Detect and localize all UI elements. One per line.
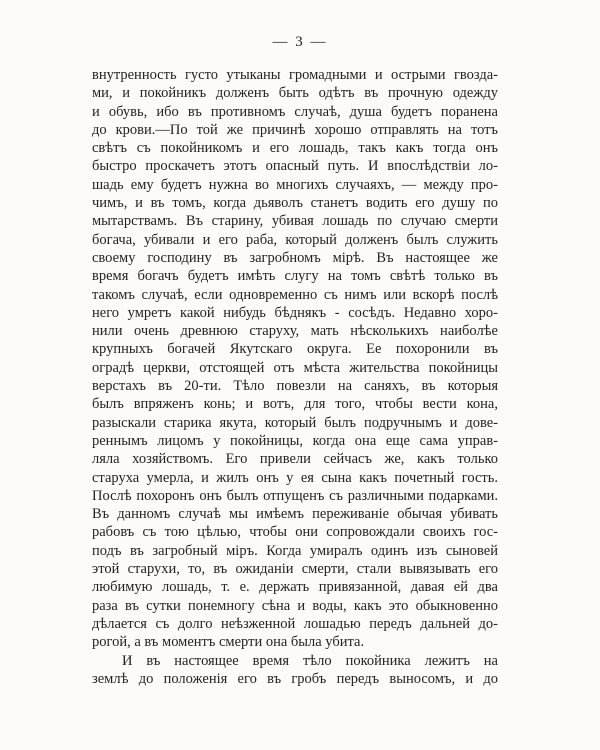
text-line: былъ впряженъ конь; и вотъ, для того, чтобы вести кона, xyxy=(92,396,498,413)
text-line: верстахъ въ 20-ти. Тѣло повезли на саняхъ, въ которыя xyxy=(92,378,498,395)
text-line: рабовъ съ тою цѣлью, чтобы они сопровождали своихъ гос- xyxy=(92,524,498,541)
text-line: мытарствамъ. Въ старину, убивая лошадь по случаю смерти xyxy=(92,213,498,230)
text-line: Послѣ похоронъ онъ былъ отпущенъ съ различными подарками. xyxy=(92,487,498,504)
paragraph-2 xyxy=(92,652,498,689)
text-line: такомъ случаѣ, если одновременно съ нимъ или вскорѣ послѣ xyxy=(92,286,498,303)
paragraph-1 xyxy=(92,66,498,652)
text-line: любимую лошадь, т. е. держать привязанной, давая ей два xyxy=(92,579,498,596)
text-line: И въ настоящее время тѣло покойника лежитъ на xyxy=(122,652,498,669)
text-line: ми, и покойникъ долженъ быть одѣтъ въ прочную одежду xyxy=(92,85,498,102)
text-line: подъ въ загробный міръ. Когда умиралъ одинъ изъ сыновей xyxy=(92,542,498,559)
text-line: оградѣ церкви, отстоящей отъ мѣста жительства покойницы xyxy=(92,359,498,376)
text-line: чимъ, и въ томъ, когда дьяволъ станетъ водить его душу по xyxy=(92,195,498,212)
text-line: быстро проскачетъ этотъ опасный путь. И впослѣдствіи ло- xyxy=(92,158,498,175)
text-line: разыскали старика якута, который былъ подручнымъ и дове- xyxy=(92,414,498,431)
text-line: ляла хозяйствомъ. Его привели сейчасъ же, какъ только xyxy=(92,451,498,468)
body-text xyxy=(92,66,498,688)
text-line: внутренность густо утыканы громадными и острыми гвозда- xyxy=(92,67,498,83)
text-line: до крови.—По той же причинѣ хорошо отправлять на тотъ xyxy=(92,121,498,138)
text-line: время богачъ будетъ имѣть слугу на томъ свѣтѣ только въ xyxy=(92,268,498,285)
text-line: и обувь, ибо въ противномъ случаѣ, душа будетъ поранена xyxy=(92,103,498,120)
page-number: — 3 — xyxy=(272,34,328,50)
text-line: крупныхъ богачей Якутскаго округа. Ее похоронили въ xyxy=(92,341,498,358)
text-line: него умретъ какой нибудь бѣднякъ - сосѣдъ. Недавно хоро- xyxy=(92,304,498,321)
text-line: землѣ до положенія его въ гробъ передъ выносомъ, и до xyxy=(92,670,498,687)
text-line: Въ данномъ случаѣ мы имѣемъ переживаніе обычая убивать xyxy=(92,506,498,523)
text-line: богача, убивали и его раба, который долженъ былъ служить xyxy=(92,231,498,248)
text-line: реннымъ лицомъ у покойницы, когда она еще сама управ- xyxy=(92,432,498,449)
text-line: дѣлается съ долго неѣзженной лошадью передъ дальней до- xyxy=(92,615,498,632)
text-line: свѣтъ съ покойникомъ и его лошадь, такъ какъ тогда онъ xyxy=(92,140,498,157)
text-line: старуха умерла, и жилъ онъ у ея сына какъ почетный гость. xyxy=(92,469,498,486)
text-line: шадь ему будетъ нужна во многихъ случаяхъ, — между про- xyxy=(92,176,498,193)
text-line: нили очень древнюю старуху, мать нѣсколькихъ наиболѣе xyxy=(92,323,498,340)
text-line: этой старухи, то, въ ожиданіи смерти, стали вывязывать его xyxy=(92,561,498,578)
text-line: своему господину въ загробномъ мірѣ. Въ настоящее же xyxy=(92,249,498,266)
text-line: рогой, а въ моментъ смерти она была убита. xyxy=(92,634,365,651)
text-line: раза въ сутки понемногу сѣна и воды, какъ это обыкновенно xyxy=(92,597,498,614)
